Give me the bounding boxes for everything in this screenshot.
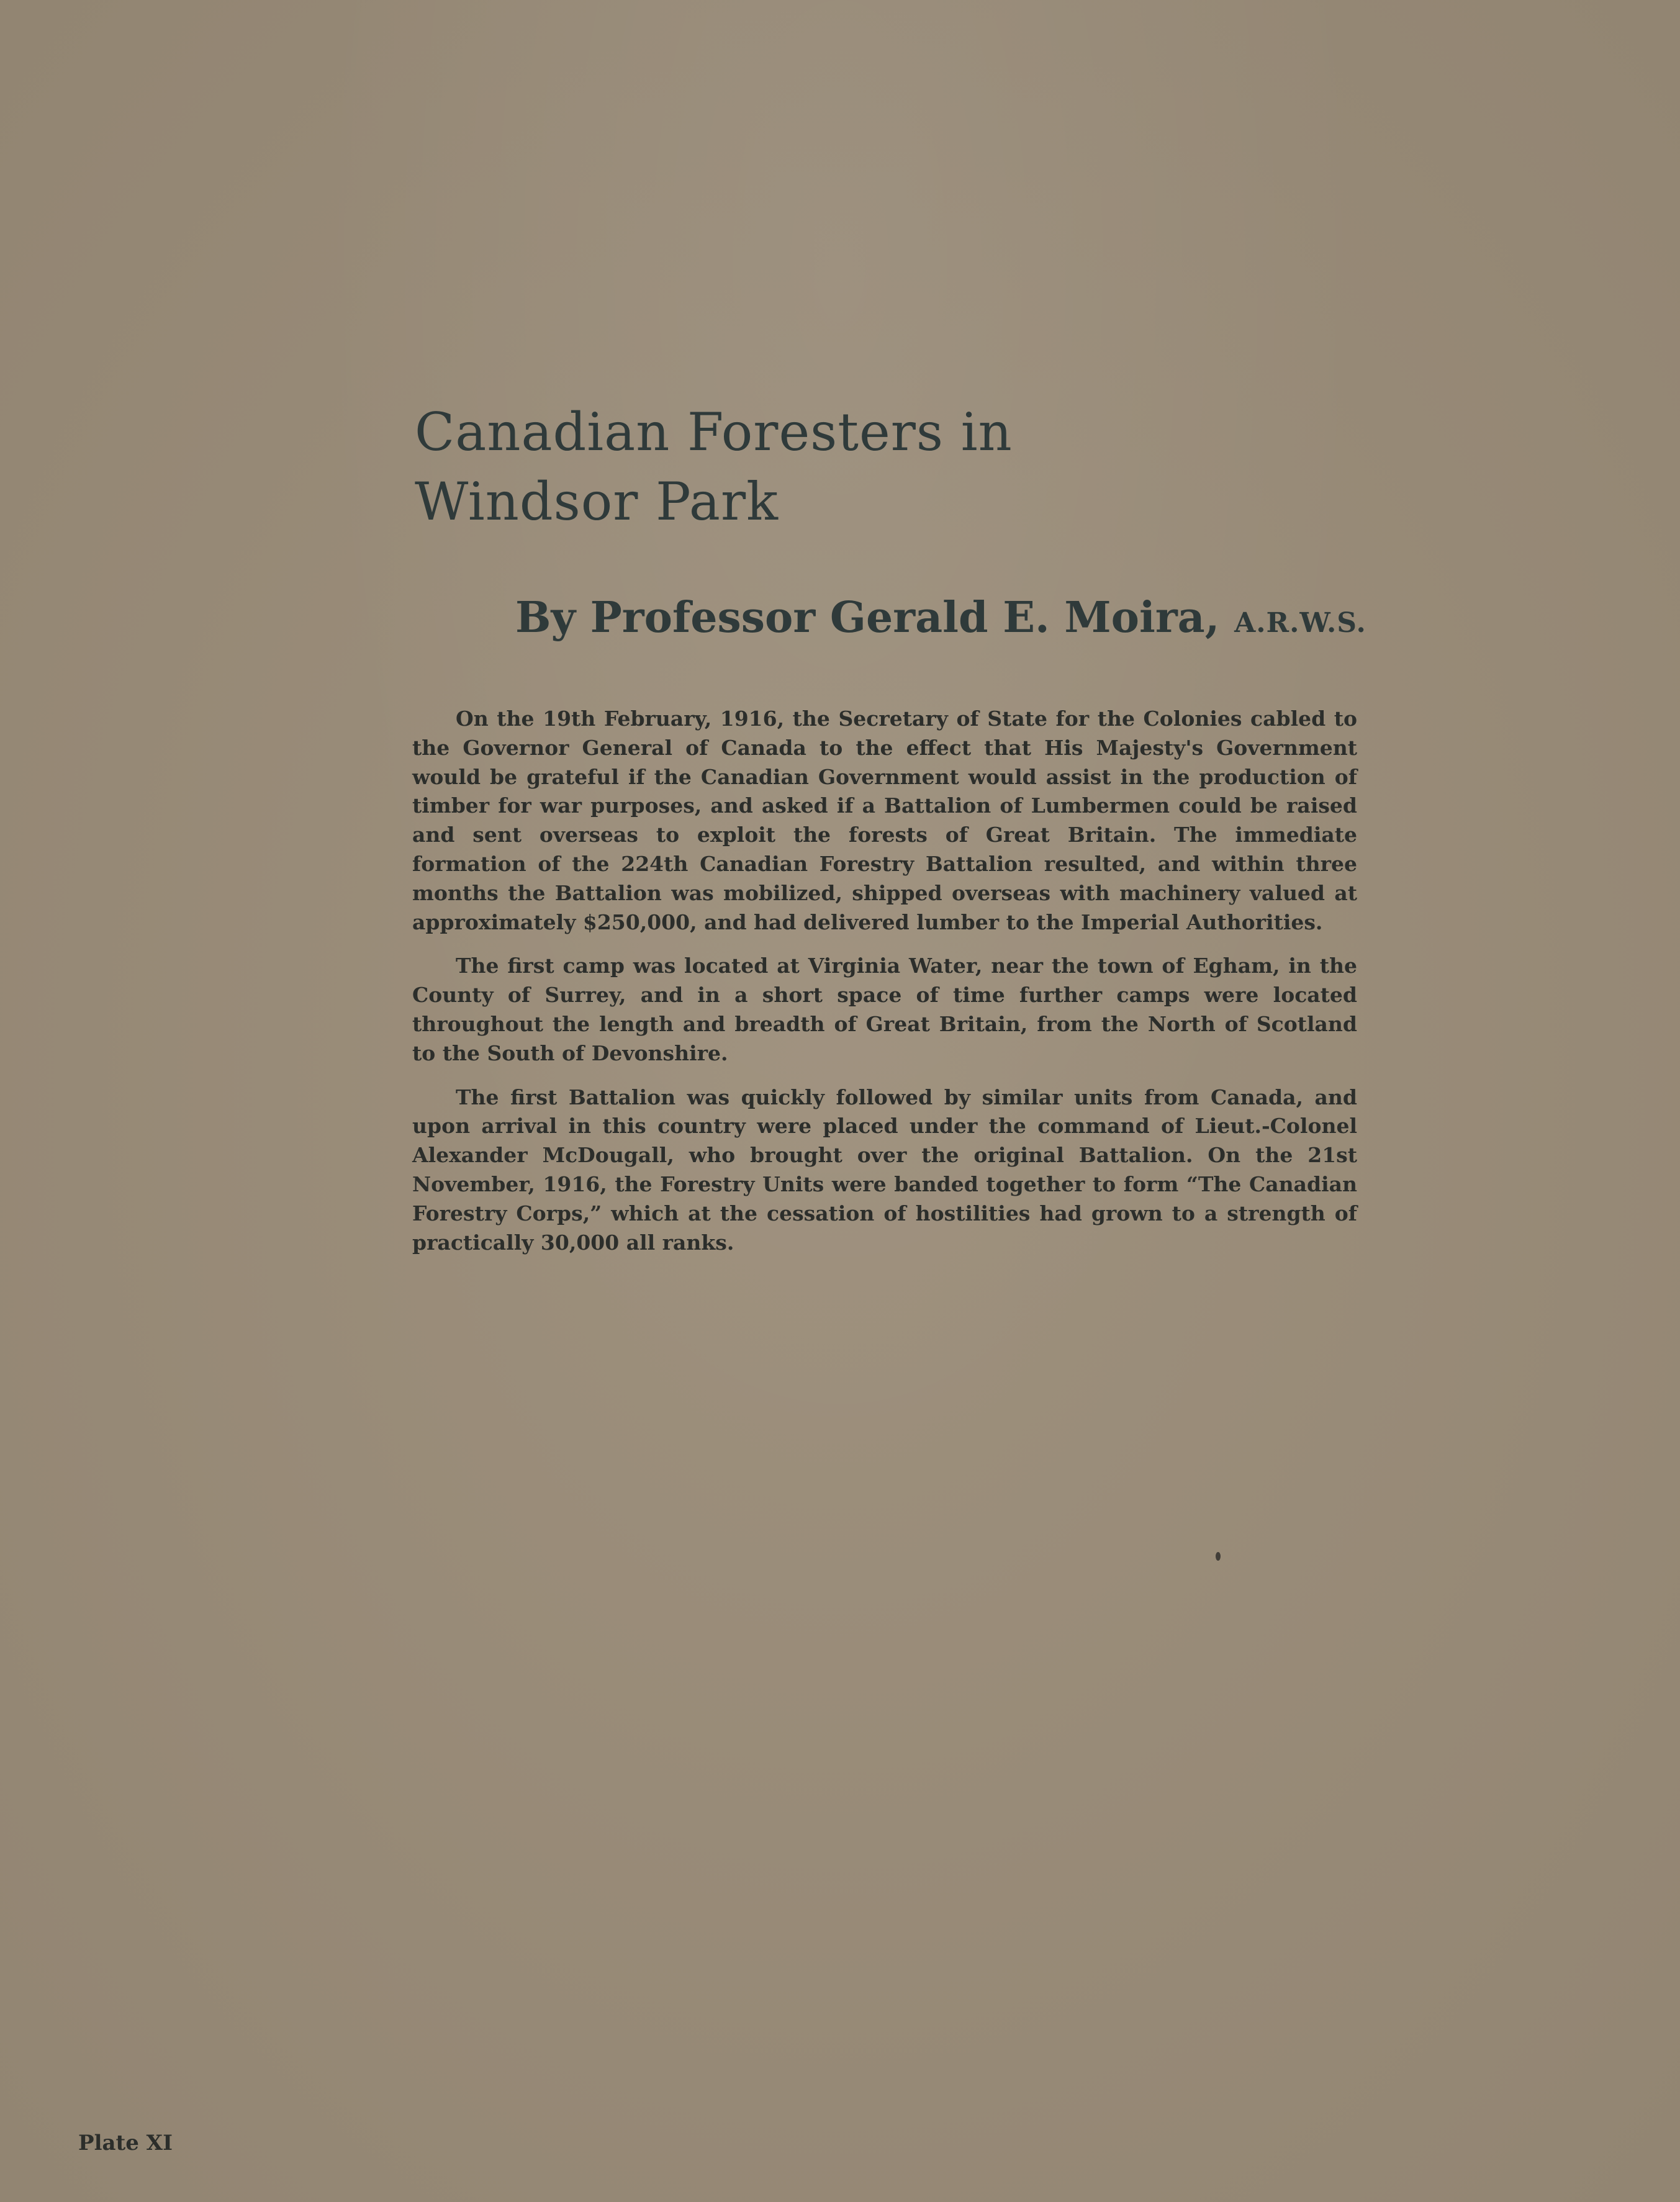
paragraph-3: The first Battalion was quickly followed by similar units from Canada, and upon arrival in this country were placed under the command of Lieut.-Colonel Alexander McDougall, who brought over the original Battalion. On the 21st November, 1916, the Forestry Units were banded together to form “The Canadian Forestry Corps,” which at the cessation of hostilities had grown to a strength of practically 30,000 all ranks. xyxy=(412,1085,1357,1255)
article-body xyxy=(412,705,1357,1272)
title-line-2: Windsor Park xyxy=(415,471,779,532)
byline-text: By Professor Gerald E. Moira, xyxy=(515,593,1220,643)
paper-speck xyxy=(1216,1552,1221,1561)
byline-degree: A.R.W.S. xyxy=(1234,607,1366,639)
paragraph-2: The first camp was located at Virginia Water, near the town of Egham, in the County of Surrey, and in a short space of time further camps were located throughout the length and breadth of Great Britain, from the North of Scotland to the South of Devonshire. xyxy=(412,954,1357,1065)
page-title xyxy=(415,397,1408,536)
title-line-1: Canadian Foresters in xyxy=(415,402,1013,463)
plate-label: Plate XI xyxy=(78,2131,173,2155)
paragraph-1: On the 19th February, 1916, the Secretary of State for the Colonies cabled to the Governor General of Canada to the effect that His Majesty's Government would be grateful if the Canadian Government would assist in the production of timber for war purposes, and asked if a Battalion of Lumbermen could be raised and sent overseas to exploit the forests of Great Britain. The immediate formation of the 224th Canadian Forestry Battalion resulted, and within three months the Battalion was mobilized, shipped overseas with machinery valued at approximately $250,000, and had delivered lumber to the Imperial Authorities. xyxy=(412,706,1357,934)
author-byline xyxy=(515,590,1384,651)
